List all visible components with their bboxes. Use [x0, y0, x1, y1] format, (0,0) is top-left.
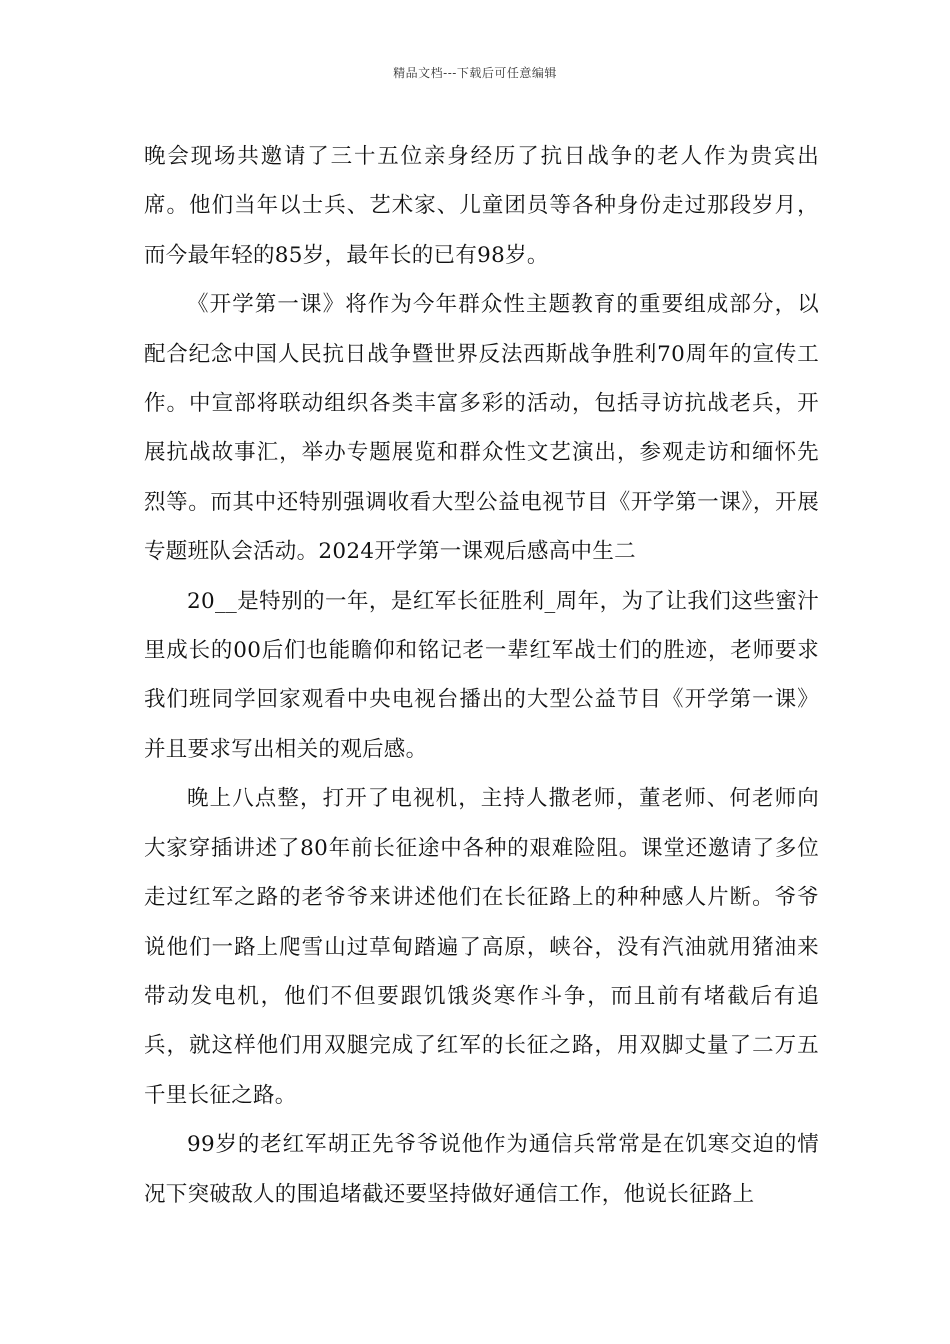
paragraph-1: 晚会现场共邀请了三十五位亲身经历了抗日战争的老人作为贵宾出席。他们当年以士兵、艺术家、儿童团员等各种身份走过那段岁月，而今最年轻的85岁，最年长的已有98岁。	[144, 144, 819, 268]
paragraph-4: 晚上八点整，打开了电视机，主持人撒老师，董老师、何老师向大家穿插讲述了80年前长征途中各种的艰难险阻。课堂还邀请了多位走过红军之路的老爷爷来讲述他们在长征路上的种种感人片断。爷爷说他们一路上爬雪山过草甸踏遍了高原，峡谷，没有汽油就用猪油来带动发电机，他们不但要跟饥饿炎寒作斗争，而且前有堵截后有追兵，就这样他们用双腿完成了红军的长征之路，用双脚丈量了二万五千里长征之路。	[144, 786, 819, 1108]
paragraph-3: 20__是特别的一年，是红军长征胜利_周年，为了让我们这些蜜汁里成长的00后们也能瞻仰和铭记老一辈红军战士们的胜迹，老师要求我们班同学回家观看中央电视台播出的大型公益节目《开学第一课》并且要求写出相关的观后感。	[144, 588, 819, 762]
paragraph-2: 《开学第一课》将作为今年群众性主题教育的重要组成部分，以配合纪念中国人民抗日战争暨世界反法西斯战争胜利70周年的宣传工作。中宣部将联动组织各类丰富多彩的活动，包括寻访抗战老兵，开展抗战故事汇，举办专题展览和群众性文艺演出，参观走访和缅怀先烈等。而其中还特别强调收看大型公益电视节目《开学第一课》，开展专题班队会活动。2024开学第一课观后感高中生二	[144, 292, 819, 565]
document-body	[144, 132, 819, 1219]
paragraph-5: 99岁的老红军胡正先爷爷说他作为通信兵常常是在饥寒交迫的情况下突破敌人的围追堵截还要坚持做好通信工作，他说长征路上	[144, 1132, 819, 1207]
page-header: 精品文档---下载后可任意编辑	[393, 66, 557, 80]
